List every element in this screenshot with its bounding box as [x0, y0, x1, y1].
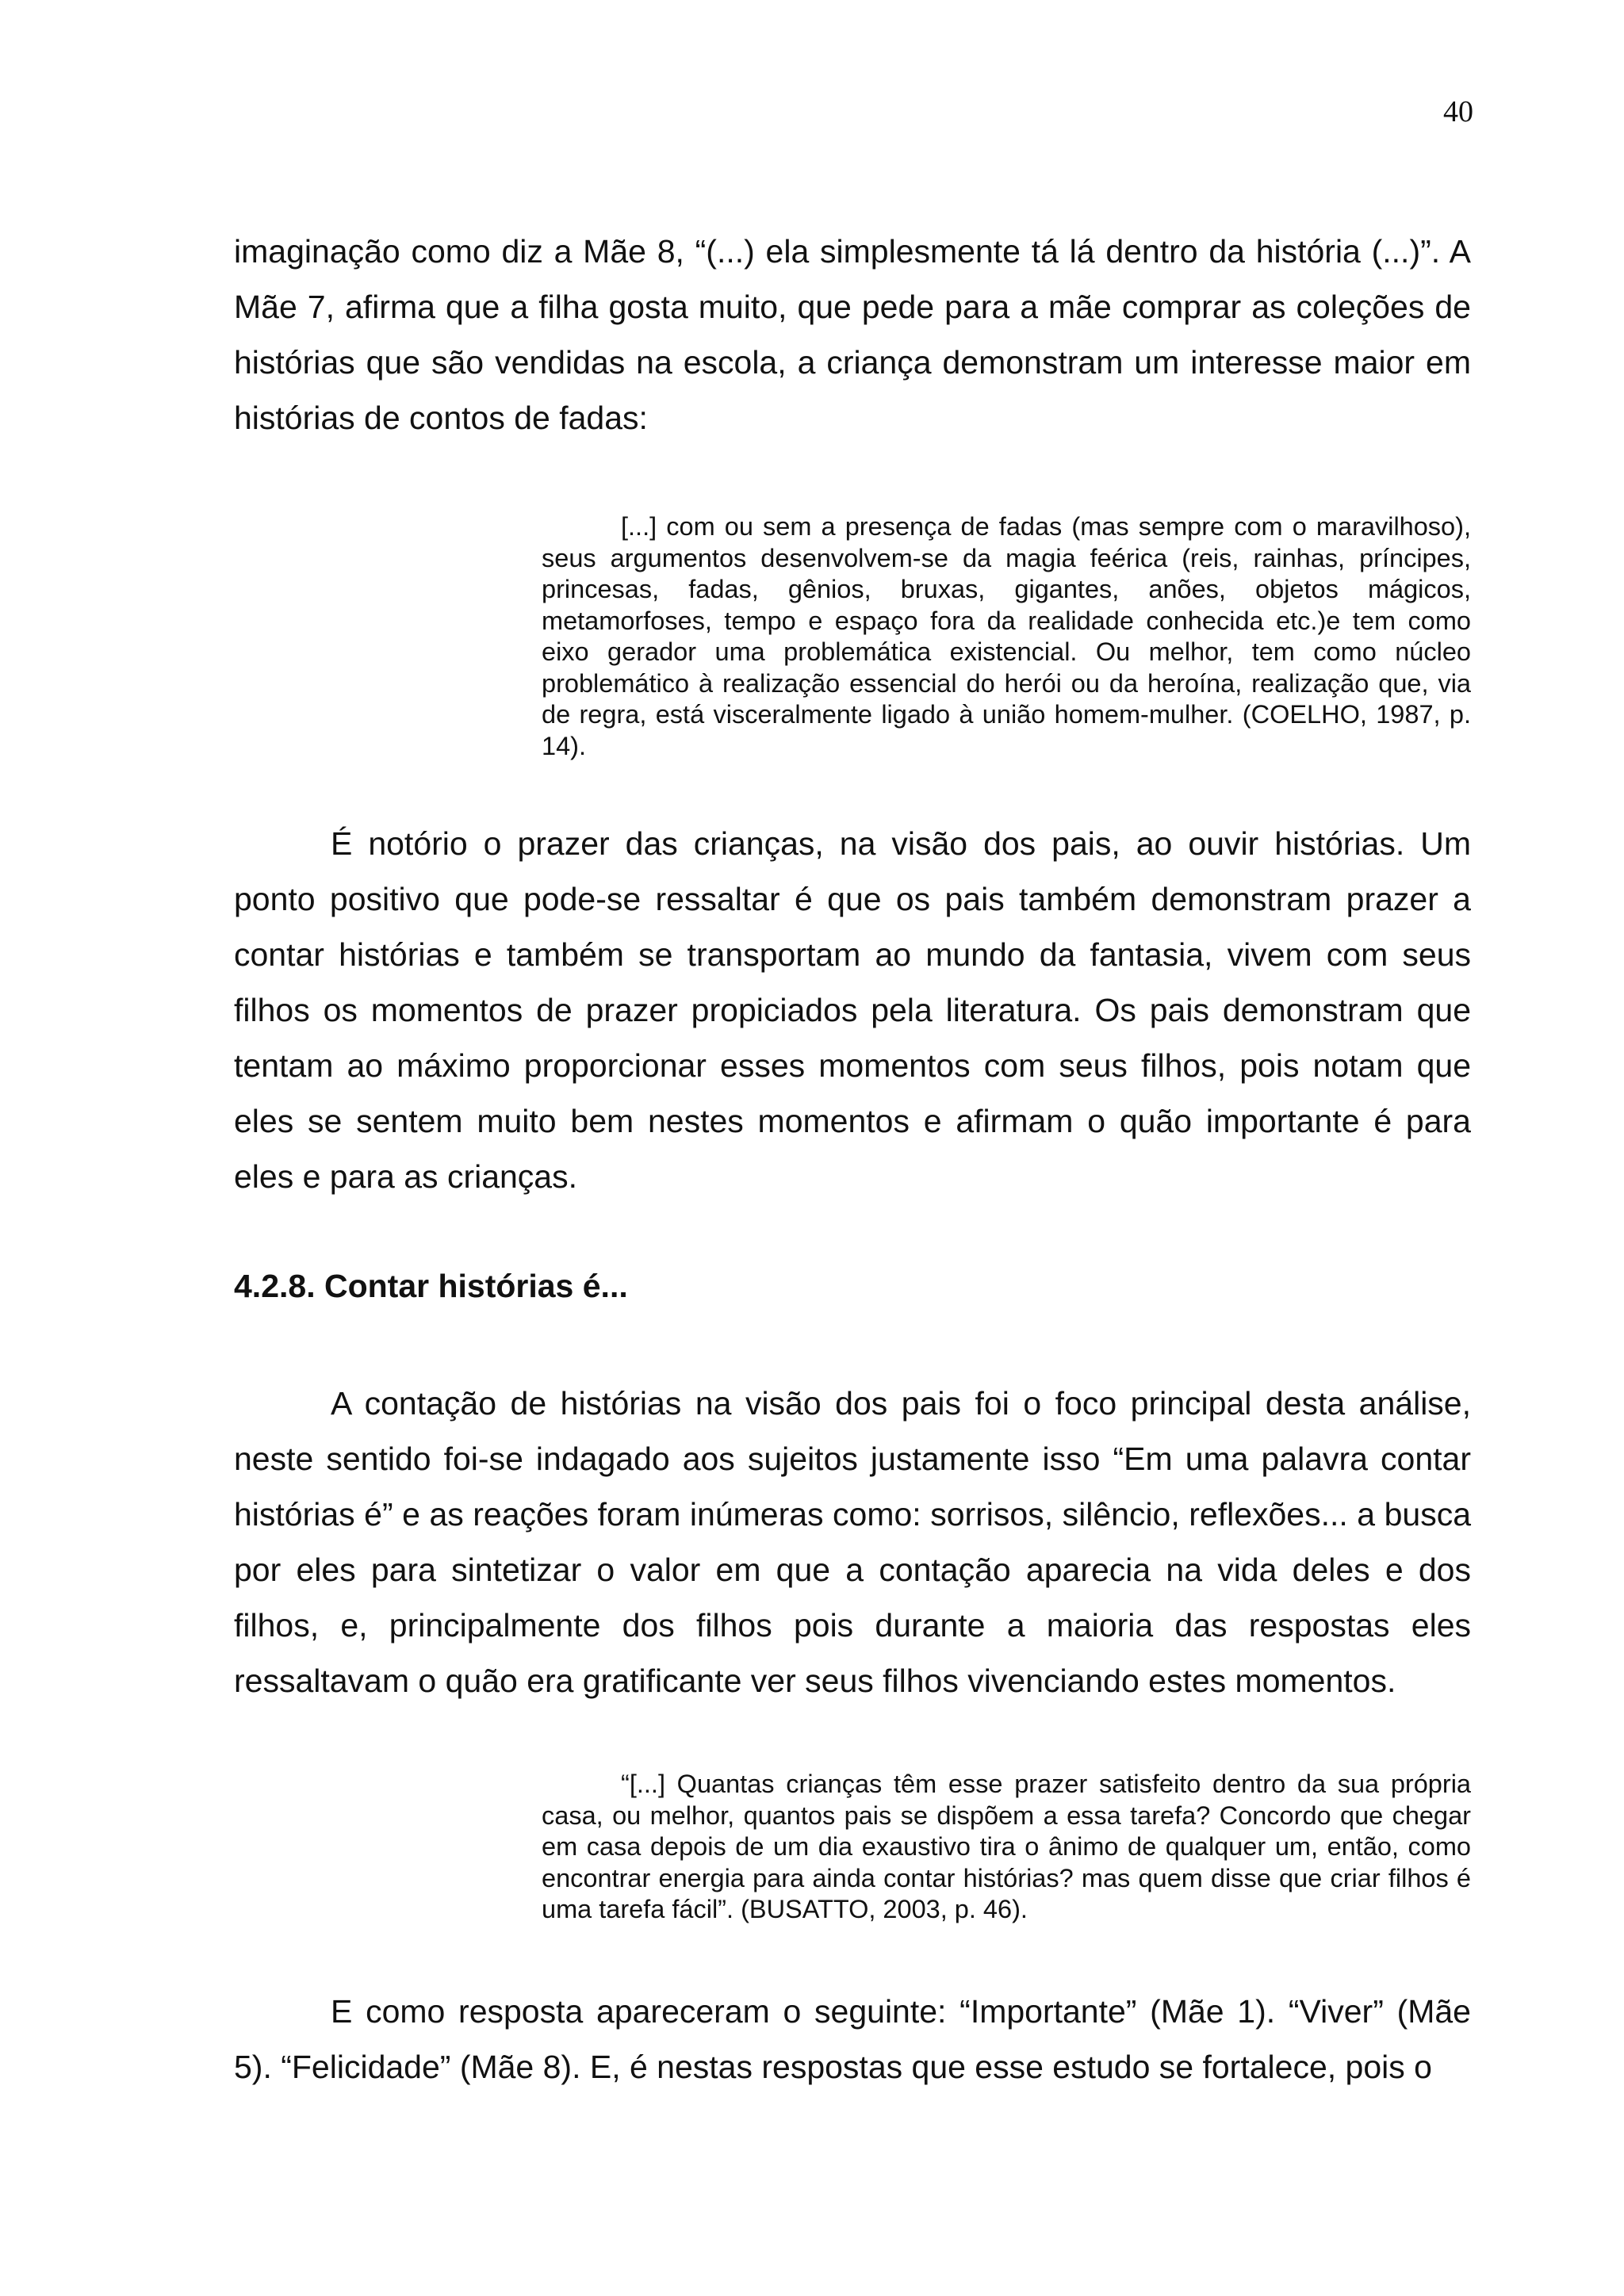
- block-quote-busatto: [542, 1769, 1471, 1926]
- document-body: [234, 224, 1471, 2095]
- paragraph-1: imaginação como diz a Mãe 8, “(...) ela simplesmente tá lá dentro da história (...)”. A Mãe 7, afirma que a filha gosta muito, que pede para a mãe comprar as coleções de histórias que são vendidas na escola, a criança demonstram um interesse maior em histórias de contos de fadas:: [234, 233, 1471, 436]
- paragraph-3: A contação de histórias na visão dos pais foi o foco principal desta análise, neste sentido foi-se indagado aos sujeitos justamente isso “Em uma palavra contar histórias é” e as reações foram inúmeras como: sorrisos, silêncio, reflexões... a busca por eles para sintetizar o valor em que a contação aparecia na vida deles e dos filhos, e, principalmente dos filhos pois durante a maioria das respostas eles ressaltavam o quão era gratificante ver seus filhos vivenciando estes momentos.: [234, 1385, 1471, 1699]
- page-number: 40: [1443, 95, 1473, 128]
- paragraph-2: É notório o prazer das crianças, na visão dos pais, ao ouvir histórias. Um ponto positivo que pode-se ressaltar é que os pais também demonstram prazer a contar histórias e também se transportam ao mundo da fantasia, vivem com seus filhos os momentos de prazer propiciados pela literatura. Os pais demonstram que tentam ao máximo proporcionar esses momentos com seus filhos, pois notam que eles se sentem muito bem nestes momentos e afirmam o quão importante é para eles e para as crianças.: [234, 825, 1471, 1195]
- block-quote-coelho: [542, 511, 1471, 762]
- block-quote-busatto-text: “[...] Quantas crianças têm esse prazer satisfeito dentro da sua própria casa, ou melhor, quantos pais se dispõem a essa tarefa? Concordo que chegar em casa depois de um dia exaustivo tira o ânimo de qualquer um, então, como encontrar energia para ainda contar histórias? mas quem disse que criar filhos é uma tarefa fácil”. (BUSATTO, 2003, p. 46).: [542, 1770, 1471, 1923]
- paragraph-4: E como resposta apareceram o seguinte: “Importante” (Mãe 1). “Viver” (Mãe 5). “Felicidade” (Mãe 8). E, é nestas respostas que esse estudo se fortalece, pois o: [234, 1992, 1471, 2085]
- section-heading: 4.2.8. Contar histórias é...: [234, 1268, 628, 1304]
- block-quote-coelho-text: [...] com ou sem a presença de fadas (mas sempre com o maravilhoso), seus argumentos desenvolvem-se da magia feérica (reis, rainhas, príncipes, princesas, fadas, gênios, bruxas, gigantes, anões, objetos mágicos, metamorfoses, tempo e espaço fora da realidade conhecida etc.)e tem como eixo gerador uma problemática existencial. Ou melhor, tem como núcleo problemático à realização essencial do herói ou da heroína, realização que, via de regra, está visceralmente ligado à união homem-mulher. (COELHO, 1987, p. 14).: [542, 512, 1471, 760]
